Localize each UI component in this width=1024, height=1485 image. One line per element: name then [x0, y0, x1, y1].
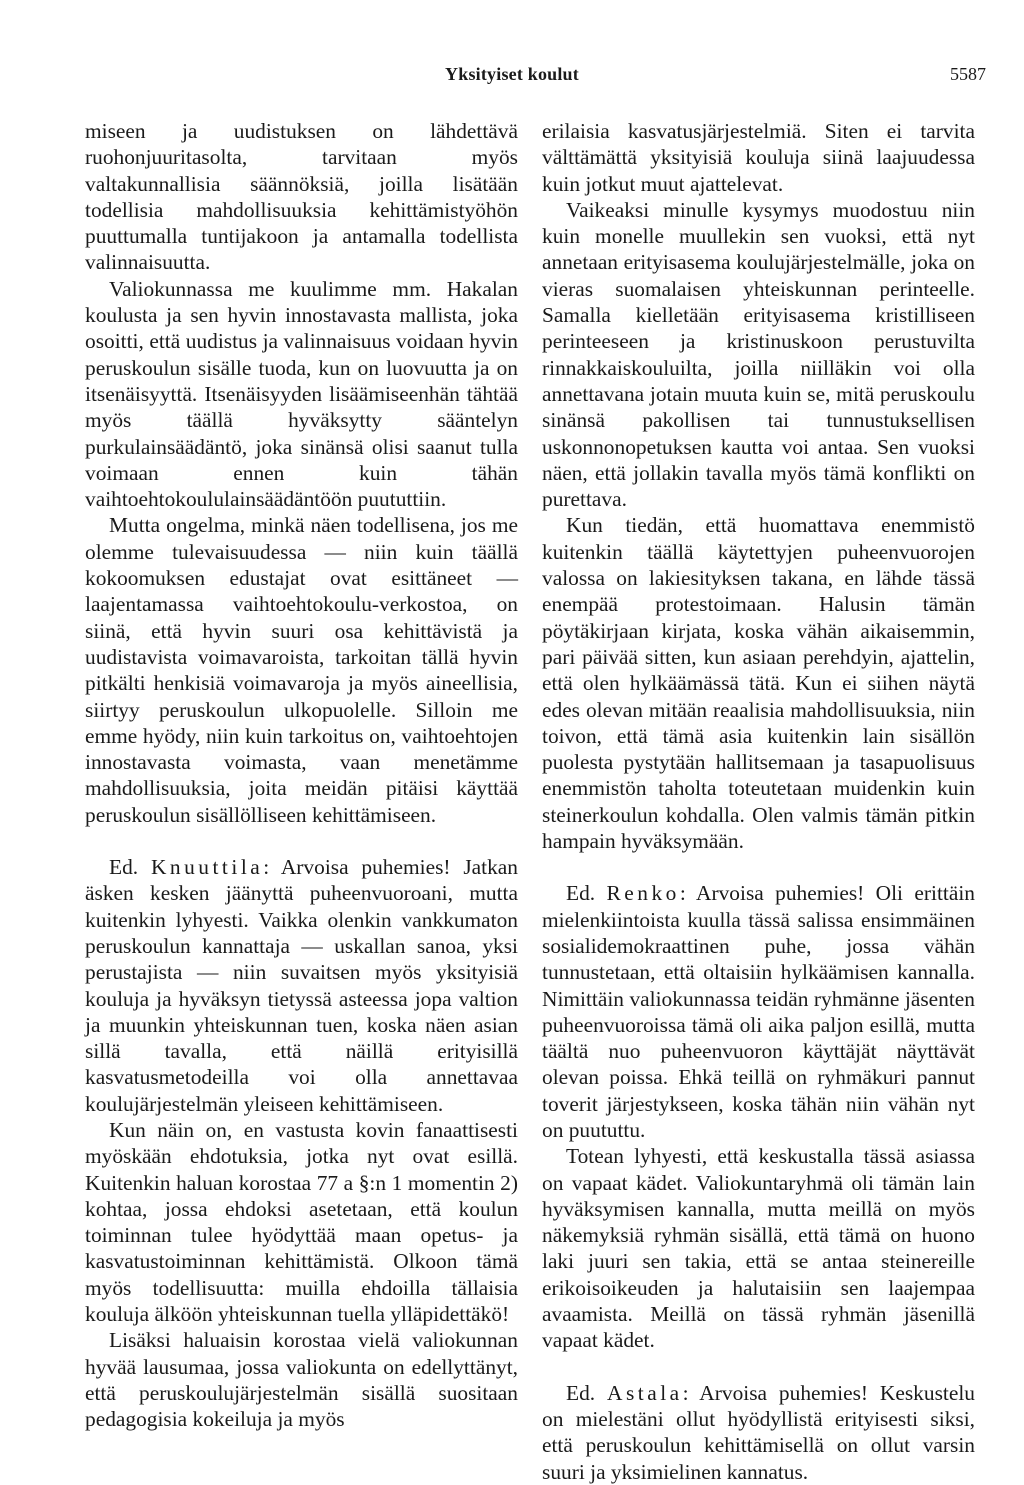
speech-astala	[542, 1380, 975, 1485]
speech-text: : Arvoisa puhemies! Oli erittäin mielenkiintoista kuulla tässä salissa ensimmäinen sosialidemokraattinen puhe, jossa vähän tunnustetaan, että oltaisiin hylkäämisen kannalla. Nimittäin valiokunnassa teidän ryhmänne jäsenten puheenvuoroissa tämä oli aika paljon esillä, mutta täältä nuo puheenvuoron käyttäjät näyttävät olevan poissa. Ehkä teillä on ryhmäkuri pannut toverit järjestykseen, koska tähän niin vähän nyt on puututtu.	[542, 881, 975, 1142]
speech-text: : Arvoisa puhemies! Jatkan äsken kesken jäänyttä puheenvuoroani, mutta kuitenkin lyhyesti. Vaikka olenkin vankkumaton peruskoulun kannattaja — uskallan sanoa, yksi perustajista — niin suvaitsen myös yksityisiä kouluja ja hyväksyn tietyssä asteessa jopa valtion ja muunkin yhteiskunnan tuen, koska näen asian sillä tavalla, että näillä erityisillä kasvatusmetodeilla voi olla annettavaa koulujärjestelmän yleiseen kehittämiseen.	[85, 855, 518, 1116]
speech-knuuttila	[85, 854, 518, 1433]
ed-label: Ed.	[566, 881, 596, 906]
paragraph-speaker-intro	[85, 854, 518, 1117]
paragraph: miseen ja uudistuksen on lähdettävä ruohonjuuritasolta, tarvitaan myös valtakunnallisia säännöksiä, joilla lisätään todellisia mahdollisuuksia kehittämistyöhön puuttumalla tuntijakoon ja antamalla todellista valinnaisuutta.	[85, 119, 518, 275]
running-header	[0, 64, 1024, 90]
speech-knuuttila-continued	[542, 118, 975, 854]
speech-continuation	[85, 118, 518, 828]
paragraph: Mutta ongelma, minkä näen todellisena, jos me olemme tulevaisuudessa — niin kuin täällä kokoomuksen edustajat ovat esittäneet — laajentamassa vaihtoehtokoulu-verkostoa, on siinä, että hyvin suuri osa kehittävistä ja uudistavista voimavaroista, tarkoitan tällä hyvin pitkälti henkisiä voimavaroja ja myös aineellisia, siirtyy peruskoulun ulkopuolelle. Silloin me emme hyödy, niin kuin tarkoitus on, vaihtoehtojen innostavasta voimasta, vaan menetämme mahdollisuuksia, joita meidän pitäisi käyttää peruskoulun sisällölliseen kehittämiseen.	[85, 513, 518, 827]
ed-label: Ed.	[566, 1380, 596, 1405]
paragraph: Kun näin on, en vastusta kovin fanaattisesti myöskään ehdotuksia, jotka nyt ovat esillä. Kuitenkin haluan korostaa 77 a §:n 1 momentin 2) kohtaa, jossa ehdoksi asetetaan, että koulun toiminnan tulee hyödyttää maan opetus- ja kasvatustoiminnan kehittämistä. Olkoon tämä myös todellisuutta: muilla ehdoilla tällaisia kouluja älköön yhteiskunnan tuella ylläpidettäkö!	[85, 1117, 518, 1327]
paragraph: Lisäksi haluaisin korostaa vielä valiokunnan hyvää lausumaa, jossa valiokunta on edellyttänyt, että peruskoulujärjestelmän sisällä suositaan pedagogisia kokeiluja ja myös	[85, 1328, 518, 1432]
paragraph: Vaikeaksi minulle kysymys muodostuu niin kuin monelle muullekin sen vuoksi, että nyt annetaan erityisasema koulujärjestelmälle, joka on vieras suomalaisen yhteiskunnan perinteelle. Samalla kielletään erityisasema kristilliseen perinteeseen ja kristinuskoon perustuvilta rinnakkaiskouluilta, joilla niilläkin voi olla annettavana jotain muuta kuin se, mitä peruskoulu sinänsä pakollisen tai tunnustuksellisen uskonnonopetuksen kautta voi antaa. Sen vuoksi näen, että jollakin tavalla myös tämä konflikti on purettava.	[542, 197, 975, 512]
paragraph: Kun tiedän, että huomattava enemmistö kuitenkin täällä käytettyjen puheenvuorojen valossa on lakiesityksen takana, en lähde tässä enempää protestoimaan. Halusin tämän pöytäkirjaan kirjata, koska vähän aikaisemmin, pari päivää sitten, kun asiaan perehdyin, ajattelin, että olen hylkäämässä tätä. Kun ei siihen näytä edes olevan mitään reaalisia mahdollisuuksia, niin toivon, että tämä asia kuitenkin lain sisällön puolesta pystytään hallitsemaan ja tasapuolisuus enemmistön taholta toteutetaan muidenkin kuin steinerkoulun kohdalla. Olen valmis tämän pitkin hampain hyväksymään.	[542, 513, 975, 854]
left-column	[85, 118, 518, 1433]
paragraph: Totean lyhyesti, että keskustalla tässä asiassa on vapaat kädet. Valiokuntaryhmä oli tämän lain hyväksymisen kannalla, mutta meillä on myös näkemyksiä ryhmän sisällä, että tämä on huono laki juuri sen takia, että se antaa steinereille erikoisoikeuden ja halutaisiin sen laajempaa avaamista. Meillä on tässä ryhmän jäsenillä vapaat kädet.	[542, 1144, 975, 1353]
section-title: Yksityiset koulut	[445, 64, 579, 84]
speech-renko	[542, 880, 975, 1353]
speaker-name: Renko	[606, 881, 680, 906]
paragraph: Valiokunnassa me kuulimme mm. Hakalan koulusta ja sen hyvin innostavasta mallista, joka osoitti, että uudistus ja valinnaisuus voidaan hyvin peruskoulun sisälle tuoda, kun on luovuutta ja on itsenäisyyttä. Itsenäisyyden lisäämiseenhän tähtää myös täällä hyväksytty sääntelyn purkulainsäädäntö, joka sinänsä olisi saanut tulla voimaan ennen kuin tähän vaihtoehtokoululainsäädäntöön puututtiin.	[85, 276, 518, 512]
paragraph-speaker-intro	[542, 1380, 975, 1485]
paragraph: erilaisia kasvatusjärjestelmiä. Siten ei tarvita välttämättä yksityisiä kouluja siinä laajuudessa kuin jotkut muut ajattelevat.	[542, 119, 975, 196]
paragraph-speaker-intro	[542, 880, 975, 1143]
speaker-name: Knuuttila	[150, 855, 264, 880]
right-column	[542, 118, 975, 1485]
speech-text: : Arvoisa puhemies! Keskustelu on mielestäni ollut hyödyllistä erityisesti siksi, että peruskoulun kehittämisellä on ollut varsin suuri ja yksimielinen kannatus.	[542, 1380, 975, 1484]
page-number: 5587	[950, 64, 986, 84]
speaker-name: Astala	[607, 1380, 683, 1405]
ed-label: Ed.	[109, 855, 139, 880]
